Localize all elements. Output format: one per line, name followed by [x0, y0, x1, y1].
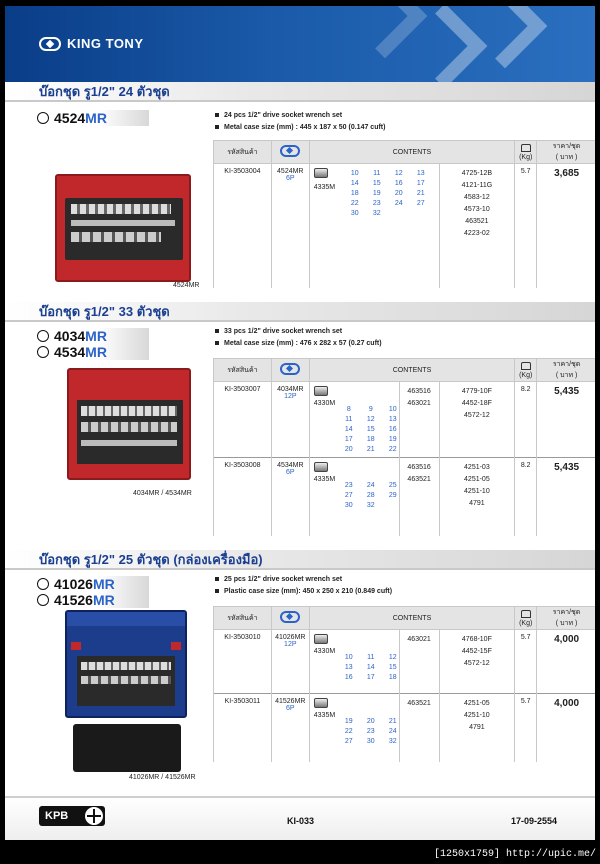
part-number: 4251-05: [464, 700, 490, 707]
section-title: บ๊อกชุด รู1/2" 25 ตัวชุด (กล่องเครื่องมือ): [5, 550, 595, 570]
socket-size: 14: [344, 426, 353, 433]
socket-size: 20: [366, 718, 375, 725]
model-label: 4534 MR: [37, 344, 149, 360]
part-number: 4251-10: [464, 712, 490, 719]
checkbox-circle-icon: [37, 112, 49, 124]
socket-size: 13: [344, 664, 353, 671]
socket-size: 32: [372, 210, 381, 217]
spec-list: 24 pcs 1/2" drive socket wrench set Metal case size (mm) : 445 x 187 x 50 (0.147 cuft): [215, 110, 385, 134]
socket-size: 32: [366, 502, 375, 509]
socket-size: 27: [416, 200, 425, 207]
socket-size: 17: [416, 180, 425, 187]
part-number: 463516: [407, 388, 431, 395]
socket-size: 8: [346, 406, 351, 413]
part-number: 4572-12: [464, 412, 490, 419]
section-title: บ๊อกชุด รู1/2" 24 ตัวชุด: [5, 82, 595, 102]
part-number: 463521: [465, 218, 489, 225]
weight-icon: [521, 144, 531, 152]
weight-icon: [521, 362, 531, 370]
socket-size: 12: [388, 654, 397, 661]
socket-size: 13: [416, 170, 425, 177]
socket-size: 19: [388, 436, 397, 443]
socket-size: 19: [372, 190, 381, 197]
part-number: 463021: [407, 400, 431, 407]
socket-size: 11: [373, 170, 381, 177]
model-label: 41026 MR: [37, 576, 149, 592]
socket-size: 9: [368, 406, 373, 413]
size-grid: [338, 405, 404, 455]
catalog-sheet: [5, 6, 595, 840]
part-number: 4791: [469, 500, 485, 507]
mid-parts-list: [399, 382, 439, 458]
part-number: 463521: [407, 700, 431, 707]
checkbox-circle-icon: [37, 594, 49, 606]
socket-size: 20: [344, 446, 353, 453]
part-number: 4779-10F: [461, 388, 492, 395]
socket-size: 14: [350, 180, 359, 187]
socket-size: 18: [350, 190, 359, 197]
socket-size: 30: [344, 502, 353, 509]
socket-icon: [314, 168, 328, 178]
table-row: KI-3503011 41526MR 6P 4335M 19 20 2122 23 2427 30 32 463521 4251-05 4251-10 4791 5.7 4,000: [214, 694, 596, 762]
header-weight: (Kg): [515, 141, 537, 164]
socket-size: 12: [366, 416, 375, 423]
socket-size: 11: [367, 654, 375, 661]
socket-icon: [314, 462, 328, 472]
spec-table-41026: รหัสสินค้า CONTENTS (Kg) ราคา/ชุด ( บาท ) KI-3503010 41026MR 12P 4330M 10 11 1213 14 1516 17 18 463021 4768-10F 4452-15F 4572-12 5.7 4,000 KI-3503011 41526MR 6P 4335M 19 20 2122 23 2427 30 32 463521 4251-05 4251-10 4791 5.7 4,000: [213, 606, 595, 762]
socket-size: 10: [350, 170, 359, 177]
size-grid: [338, 653, 404, 683]
socket-icon: [314, 386, 328, 396]
king-tony-logo-icon: [39, 37, 61, 51]
part-number: 4452-15F: [461, 648, 492, 655]
size-grid: [338, 481, 404, 511]
socket-size: 15: [366, 426, 375, 433]
part-number: 4251-03: [464, 464, 490, 471]
socket-size: 16: [388, 426, 397, 433]
spec-list: 25 pcs 1/2" drive socket wrench set Plastic case size (mm): 450 x 250 x 210 (0.849 cuft): [215, 574, 392, 598]
socket-size: 30: [350, 210, 359, 217]
socket-size: 22: [344, 728, 353, 735]
product-photo-tray: [73, 724, 181, 772]
parts-list: [439, 694, 515, 762]
model-label: 41526 MR: [37, 592, 149, 608]
spec-table-4034: รหัสสินค้า CONTENTS (Kg) ราคา/ชุด ( บาท ) KI-3503007 4034MR 12P 4330M 8 9 1011 12 1314 15 1617 18 1920 21 22 463516 463021 4779-10F 4452-18F 4572-12 8.2 5,435 KI-3503008 4534MR 6P 4335M 23 24 2527 28 2930 32 463516 463521 4251-03 4251-05 4251-10 4791 8.2 5,435: [213, 358, 595, 536]
kpb-logo: KPB: [39, 806, 105, 826]
table-row: KI-3503004 4524MR 6P 4335M 10 11 12 1314 15 16 1718 19 20 2122 23 24 2730 32 4725-12B 4121-11G 4583-12 4573-10 463521 4223-02 5.7 3,685: [214, 164, 596, 288]
plus-circle-icon: [85, 807, 103, 825]
socket-size: 16: [394, 180, 403, 187]
socket-size: 22: [350, 200, 359, 207]
header-contents: CONTENTS: [309, 141, 514, 164]
socket-size: 19: [344, 718, 353, 725]
brand-logo: [39, 36, 144, 51]
table-row: KI-3503008 4534MR 6P 4335M 23 24 2527 28 2930 32 463516 463521 4251-03 4251-05 4251-10 4791 8.2 5,435: [214, 458, 596, 536]
product-photo-4034mr: [67, 368, 191, 480]
socket-size: 28: [366, 492, 375, 499]
socket-size: 20: [394, 190, 403, 197]
part-number: 4121-11G: [461, 182, 493, 189]
parts-list: [439, 382, 515, 458]
socket-size: 23: [372, 200, 381, 207]
mid-parts-list: [399, 694, 439, 762]
socket-size: 29: [388, 492, 397, 499]
socket-size: 11: [345, 416, 353, 423]
socket-size: 23: [344, 482, 353, 489]
section-title: บ๊อกชุด รู1/2" 33 ตัวชุด: [5, 302, 595, 322]
socket-size: 16: [344, 674, 353, 681]
socket-size: 21: [416, 190, 425, 197]
socket-size: 25: [388, 482, 397, 489]
mid-parts-list: [399, 458, 439, 536]
socket-size: 15: [372, 180, 381, 187]
king-tony-icon: [280, 145, 300, 157]
part-number: 4573-10: [464, 206, 490, 213]
socket-size: 12: [394, 170, 403, 177]
parts-list: [439, 164, 515, 288]
checkbox-circle-icon: [37, 346, 49, 358]
photo-caption: 4524MR: [173, 282, 200, 289]
header-price: ราคา/ชุด ( บาท ): [537, 141, 595, 164]
socket-size: 13: [388, 416, 397, 423]
socket-size: 10: [388, 406, 397, 413]
part-number: 4452-18F: [461, 400, 492, 407]
king-tony-icon: [280, 611, 300, 623]
product-photo-41026mr: [65, 610, 187, 718]
checkbox-circle-icon: [37, 330, 49, 342]
header-logo: [271, 141, 309, 164]
size-grid: [344, 169, 440, 219]
model-label: 4034 MR: [37, 328, 149, 344]
part-number: 4251-05: [464, 476, 490, 483]
checkbox-circle-icon: [37, 578, 49, 590]
part-number: 463521: [407, 476, 431, 483]
socket-size: 15: [388, 664, 397, 671]
socket-size: 18: [366, 436, 375, 443]
header-code: รหัสสินค้า: [214, 141, 272, 164]
watermark: [1250x1759] http://upic.me/: [433, 849, 596, 860]
brand-name: KING TONY: [67, 36, 144, 51]
part-number: 4791: [469, 724, 485, 731]
socket-icon: [314, 698, 328, 708]
part-number: 4583-12: [464, 194, 490, 201]
weight-icon: [521, 610, 531, 618]
socket-size: 21: [388, 718, 397, 725]
socket-size: 22: [388, 446, 397, 453]
photo-caption: 41026MR / 41526MR: [129, 774, 196, 781]
socket-size: 21: [366, 446, 375, 453]
photo-caption: 4034MR / 4534MR: [133, 490, 192, 497]
socket-size: 17: [344, 436, 353, 443]
parts-list: [439, 630, 515, 694]
socket-size: 24: [366, 482, 375, 489]
part-number: 4725-12B: [461, 170, 493, 177]
spec-list: 33 pcs 1/2" drive socket wrench set Metal case size (mm) : 476 x 282 x 57 (0.27 cuft): [215, 326, 382, 350]
socket-size: 24: [388, 728, 397, 735]
footer: [5, 796, 595, 840]
socket-size: 23: [366, 728, 375, 735]
part-number: 4572-12: [464, 660, 490, 667]
part-number: 463021: [407, 636, 431, 643]
socket-size: 17: [366, 674, 375, 681]
table-row: KI-3503007 4034MR 12P 4330M 8 9 1011 12 1314 15 1617 18 1920 21 22 463516 463021 4779-10F 4452-18F 4572-12 8.2 5,435: [214, 382, 596, 458]
socket-size: 14: [366, 664, 375, 671]
model-label: 4524 MR: [37, 110, 149, 126]
socket-size: 30: [366, 738, 375, 745]
socket-size: 10: [344, 654, 353, 661]
king-tony-icon: [280, 363, 300, 375]
parts-list: [439, 458, 515, 536]
mid-parts-list: [399, 630, 439, 694]
socket-size: 24: [394, 200, 403, 207]
socket-size: 27: [344, 492, 353, 499]
size-grid: [338, 717, 404, 747]
spec-table-4524: [213, 140, 595, 288]
socket-size: 27: [344, 738, 353, 745]
part-number: 4768-10F: [461, 636, 492, 643]
socket-size: 18: [388, 674, 397, 681]
part-number: 4223-02: [464, 230, 490, 237]
socket-size: 32: [388, 738, 397, 745]
part-number: 4251-10: [464, 488, 490, 495]
product-photo-4524mr: [55, 174, 191, 282]
part-number: 463516: [407, 464, 431, 471]
header-banner: [5, 6, 595, 88]
socket-icon: [314, 634, 328, 644]
page-date: 17-09-2554: [511, 816, 558, 826]
table-row: KI-3503010 41026MR 12P 4330M 10 11 1213 14 1516 17 18 463021 4768-10F 4452-15F 4572-12 5.7 4,000: [214, 630, 596, 694]
page-code: KI-033: [287, 816, 315, 826]
